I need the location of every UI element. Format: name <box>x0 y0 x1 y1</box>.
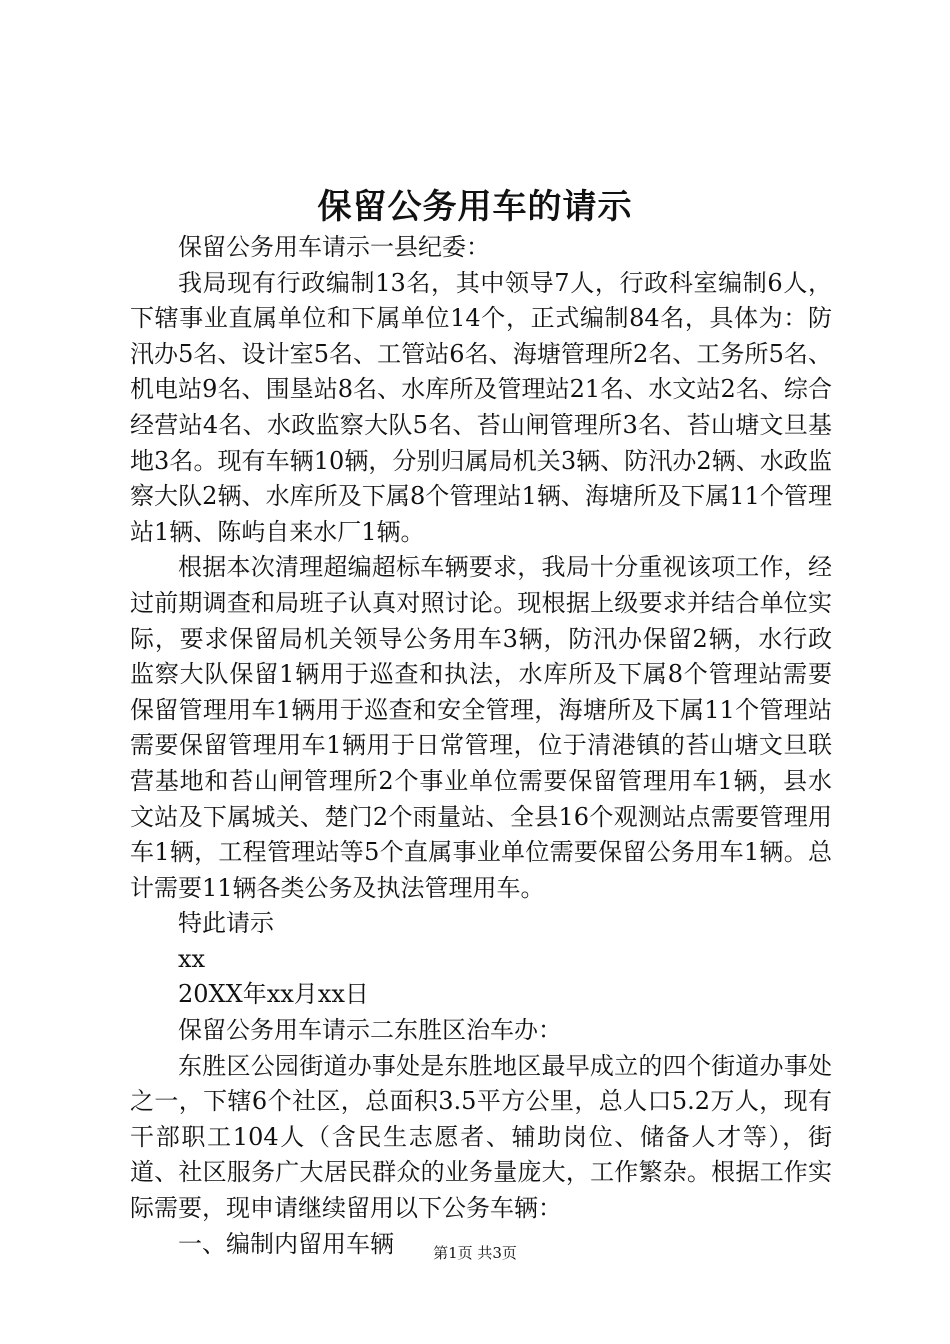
document-title: 保留公务用车的请示 <box>317 187 633 227</box>
paragraph-heading-2: 保留公务用车请示二东胜区治车办： <box>178 1016 562 1045</box>
paragraph-heading-1: 保留公务用车请示一县纪委： <box>178 233 490 261</box>
document-body <box>130 230 832 1262</box>
paragraph: 我局现有行政编制13名，其中领导7人，行政科室编制6人，下辖事业直属单位和下属单位14个，正式编制84名，具体为：防汛办5名、设计室5名、工管站6名、海塘管理所2名、工务所5名、机电站9名、围垦站8名、水库所及管理站21名、水文站2名、综合经营站4名、水政监察大队5名、苔山闸管理所3名、苔山塘文旦基地3名。现有车辆10辆，分别归属局机关3辆、防汛办2辆、水政监察大队2辆、水库所及下属8个管理站1辆、海塘所及下属11个管理站1辆、陈屿自来水厂1辆。 <box>130 268 832 546</box>
closing-request: 特此请示 <box>178 909 274 938</box>
section-heading: 一、编制内留用车辆 <box>178 1229 394 1258</box>
paragraph: 东胜区公园街道办事处是东胜地区最早成立的四个街道办事处之一，下辖6个社区，总面积3.5平方公里，总人口5.2万人，现有干部职工104人（含民生志愿者、辅助岗位、储备人才等），街道、社区服务广大居民群众的业务量庞大，工作繁杂。根据工作实际需要，现申请继续留用以下公务车辆： <box>130 1051 832 1223</box>
signature: xx <box>178 944 206 973</box>
paragraph: 根据本次清理超编超标车辆要求，我局十分重视该项工作，经过前期调查和局班子认真对照讨论。现根据上级要求并结合单位实际，要求保留局机关领导公务用车3辆，防汛办保留2辆，水行政监察大队保留1辆用于巡查和执法，水库所及下属8个管理站需要保留管理用车1辆用于巡查和安全管理，海塘所及下属11个管理站需要保留管理用车1辆用于日常管理，位于清港镇的苔山塘文旦联营基地和苔山闸管理所2个事业单位需要保留管理用车1辆，县水文站及下属城关、楚门2个雨量站、全县16个观测站点需要管理用车1辆，工程管理站等5个直属事业单位需要保留公务用车1辆。总计需要11辆各类公务及执法管理用车。 <box>130 553 832 902</box>
date: 20XX年xx月xx日 <box>178 980 369 1009</box>
page-footer: 第1页 共3页 <box>433 1244 517 1262</box>
